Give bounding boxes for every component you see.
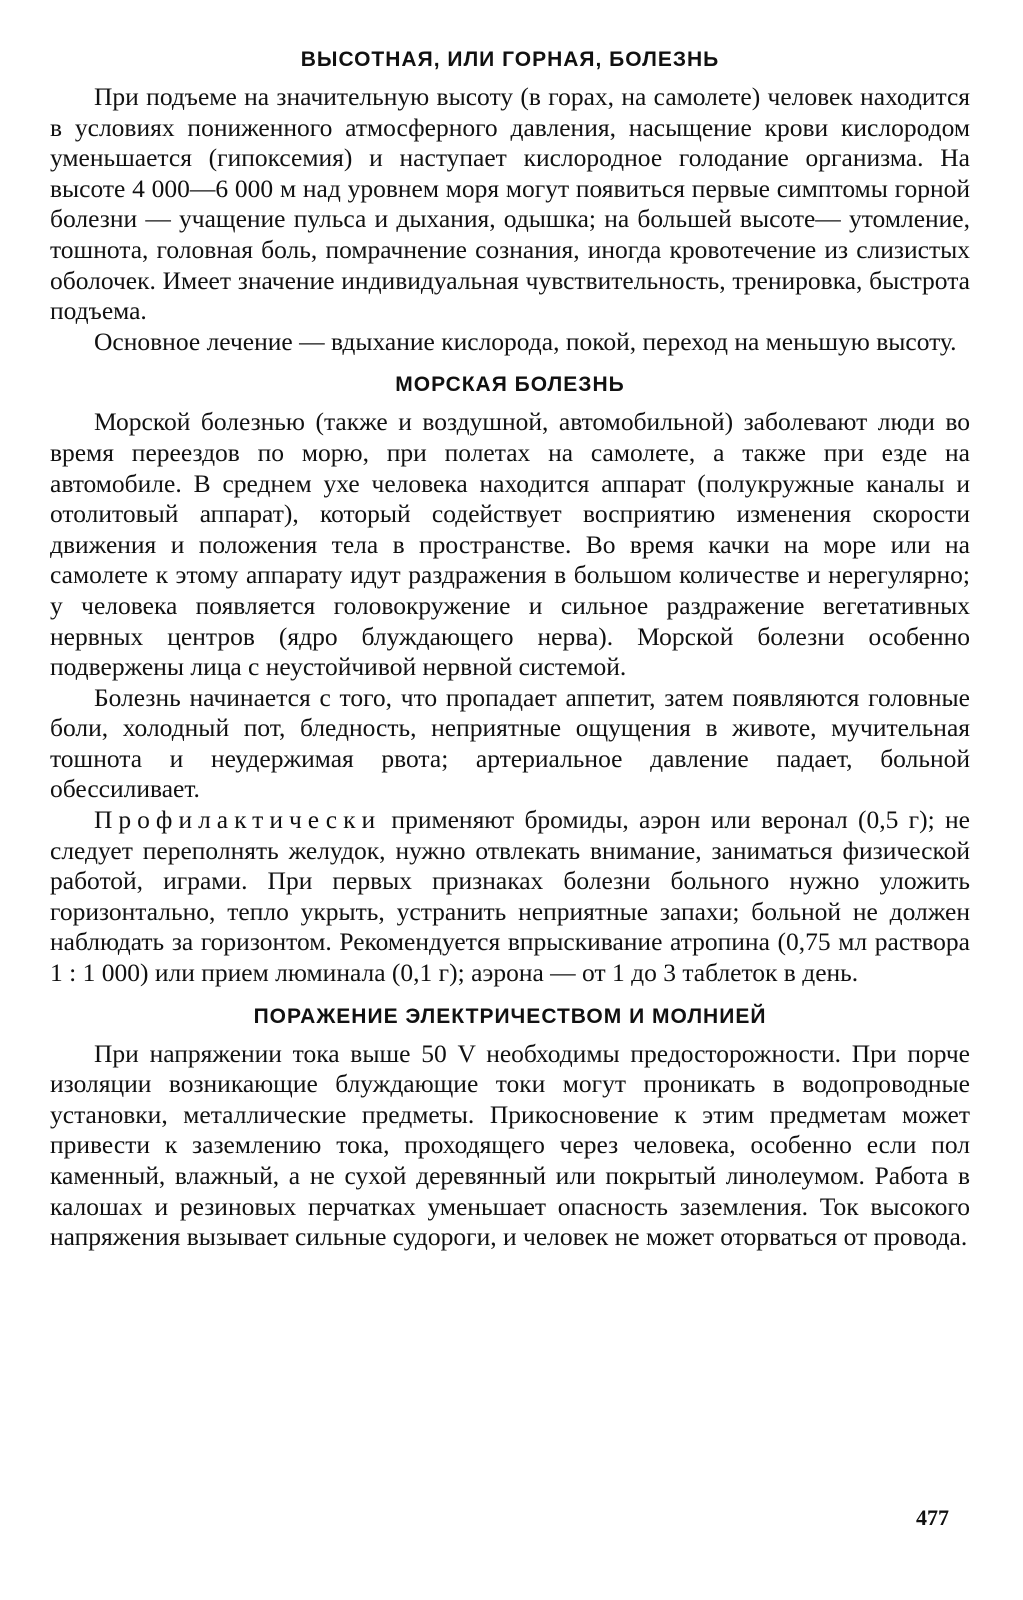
section-heading: ПОРАЖЕНИЕ ЭЛЕКТРИЧЕСТВОМ И МОЛНИЕЙ [253, 1004, 767, 1028]
section-electric-shock [50, 1003, 970, 1253]
book-page [50, 36, 970, 1253]
paragraph: Болезнь начинается с того, что пропадает аппетит, затем появляются головные боли, холодный пот, бледность, неприятные ощущения в животе, мучительная тошнота и неудержимая рвота; артериальное давление падает, больной обессиливает. [50, 682, 970, 804]
paragraph: Морской болезнью (также и воздушной, автомобильной) заболевают люди во время переездов по морю, при полетах на самолете, а также при езде на автомобиле. В среднем ухе человека находится аппарат (полукружные каналы и отолитовый аппарат), который содействует восприятию изменения скорости движения и положения тела в пространстве. Во время качки на море или на самолете к этому аппарату идут раздражения в большом количестве и нерегулярно; у человека появляется головокружение и сильное раздражение вегетативных нервных центров (ядро блуждающего нерва). Морской болезни особенно подвержены лица с неустойчивой нервной системой. [50, 407, 970, 682]
paragraph-text: применяют бромиды, аэрон или веронал (0,5 г); не следует переполнять желудок, нужно отвлекать внимание, заниматься физической работой, играми. При первых признаках болезни больного нужно уложить горизонтально, тепло укрыть, устранить неприятные запахи; больной не должен наблюдать за горизонтом. Рекомендуется впрыскивание атропина (0,75 мл раствора 1 : 1 000) или прием люминала (0,1 г); аэрона — от 1 до 3 таблеток в день. [50, 805, 970, 988]
paragraph: При подъеме на значительную высоту (в горах, на самолете) человек находится в условиях пониженного атмосферного давления, насыщение крови кислородом уменьшается (гипоксемия) и наступает кислородное голодание организма. На высоте 4 000—6 000 м над уровнем моря могут появиться первые симптомы горной болезни — учащение пульса и дыхания, одышка; на большей высоте— утомление, тошнота, головная боль, помрачнение сознания, иногда кровотечение из слизистых оболочек. Имеет значение индивидуальная чувствительность, тренировка, быстрота подъема. [50, 82, 970, 326]
section-sea-sickness [50, 371, 970, 988]
page-number: 477 [916, 1505, 949, 1530]
paragraph-prophylaxis [50, 805, 970, 989]
section-heading: ВЫСОТНАЯ, ИЛИ ГОРНАЯ, БОЛЕЗНЬ [300, 48, 720, 71]
paragraph: При напряжении тока выше 50 V необходимы предосторожности. При порче изоляции возникающие блуждающие токи могут проникать в водопроводные установки, металлические предметы. Прикосновение к этим предметам может привести к заземлению тока, проходящего через человека, особенно если пол каменный, влажный, а не сухой деревянный или покрытый линолеумом. Работа в калошах и резиновых перчатках уменьшает опасность заземления. Ток высокого напряжения вызывает сильные судороги, и человек не может оторваться от провода. [50, 1038, 970, 1252]
section-altitude-sickness [50, 46, 970, 357]
paragraph: Основное лечение — вдыхание кислорода, покой, переход на меньшую высоту. [94, 326, 957, 356]
spaced-emphasis: Профилактически [94, 805, 382, 835]
section-heading: МОРСКАЯ БОЛЕЗНЬ [395, 373, 625, 397]
